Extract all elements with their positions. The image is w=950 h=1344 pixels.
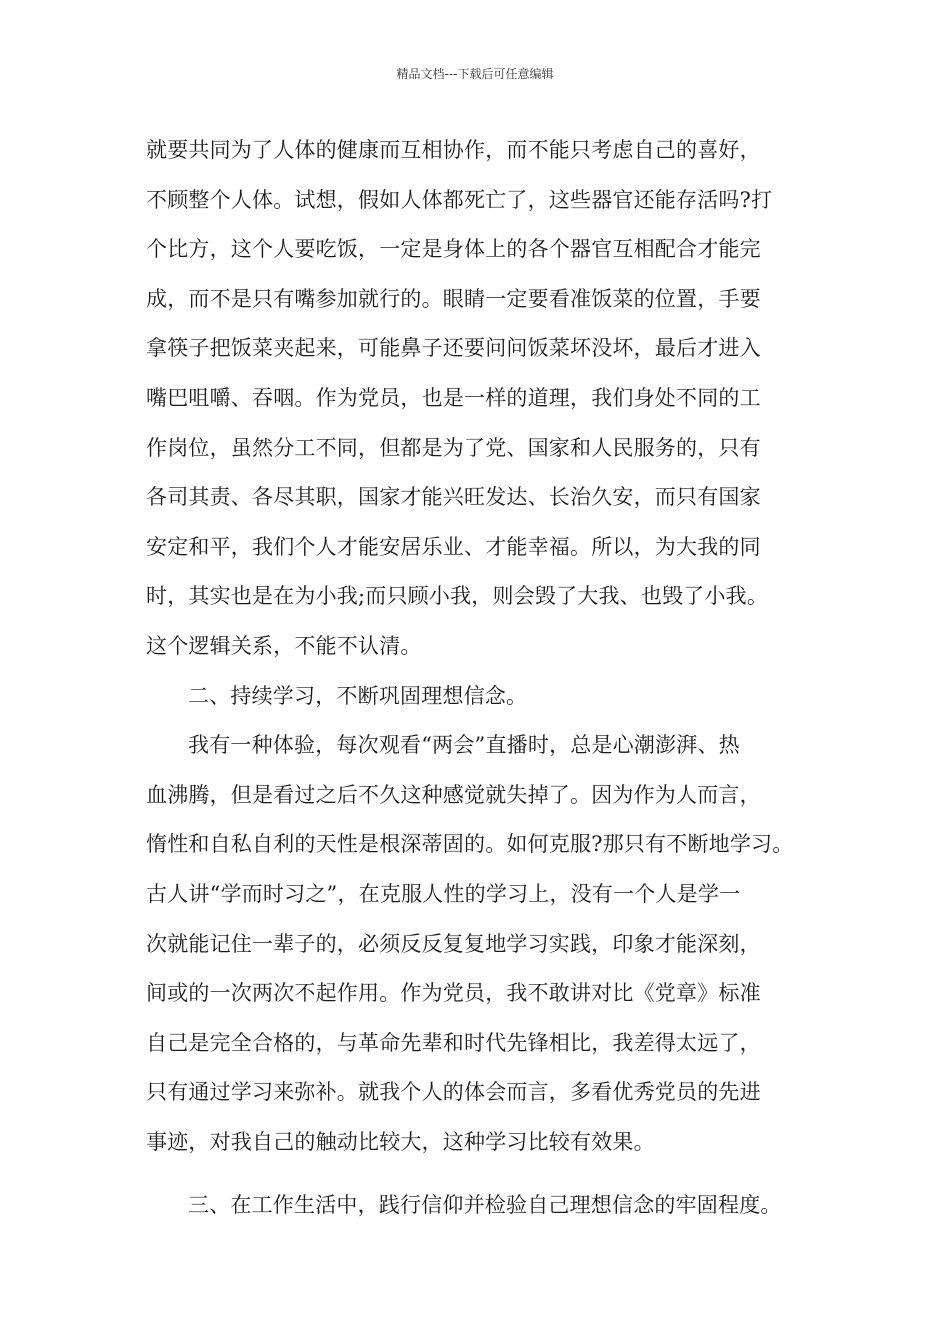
text-line: 我有一种体验，每次观看“两会”直播时，总是心潮澎湃、热 <box>188 733 740 758</box>
text-line: 血沸腾，但是看过之后不久这种感觉就失掉了。因为作为人而言， <box>146 782 761 807</box>
text-line: 嘴巴咀嚼、吞咽。作为党员，也是一样的道理，我们身处不同的工 <box>146 385 761 410</box>
text-line: 只有通过学习来弥补。就我个人的体会而言，多看优秀党员的先进 <box>146 1080 761 1105</box>
text-line: 个比方，这个人要吃饭，一定是身体上的各个器官互相配合才能完 <box>146 237 761 262</box>
text-line: 次就能记住一辈子的，必须反反复复地学习实践，印象才能深刻， <box>146 931 761 956</box>
text-line: 古人讲“学而时习之”，在克服人性的学习上，没有一个人是学一 <box>146 881 741 906</box>
heading-line: 三、在工作生活中，践行信仰并检验自己理想信念的牢固程度。 <box>188 1193 782 1218</box>
paragraph-1 <box>146 126 810 672</box>
text-line: 成，而不是只有嘴参加就行的。眼睛一定要看准饭菜的位置，手要 <box>146 286 761 311</box>
text-line: 各司其责、各尽其职，国家才能兴旺发达、长治久安，而只有国家 <box>146 485 761 510</box>
heading-line: 二、持续学习，不断巩固理想信念。 <box>188 683 528 708</box>
text-line: 这个逻辑关系，不能不认清。 <box>146 633 422 658</box>
text-line: 事迹，对我自己的触动比较大，这种学习比较有效果。 <box>146 1129 655 1154</box>
text-line: 就要共同为了人体的健康而互相协作，而不能只考虑自己的喜好， <box>146 138 761 162</box>
text-line: 不顾整个人体。试想，假如人体都死亡了，这些器官还能存活吗?打 <box>146 187 773 212</box>
text-line: 惰性和自私自利的天性是根深蒂固的。如何克服?那只有不断地学习。 <box>146 832 794 857</box>
text-line: 拿筷子把饭菜夹起来，可能鼻子还要问问饭菜坏没坏，最后才进入 <box>146 336 761 361</box>
text-line: 间或的一次两次不起作用。作为党员，我不敢讲对比《党章》标准 <box>146 981 761 1006</box>
text-line: 作岗位，虽然分工不同，但都是为了党、国家和人民服务的，只有 <box>146 435 761 460</box>
paragraph-2 <box>146 721 810 1167</box>
text-line: 时，其实也是在为小我;而只顾小我，则会毁了大我、也毁了小我。 <box>146 584 769 609</box>
section-heading-2 <box>146 672 810 722</box>
document-body <box>146 126 810 1231</box>
text-line: 安定和平，我们个人才能安居乐业、才能幸福。所以，为大我的同 <box>146 534 761 559</box>
text-line: 自己是完全合格的，与革命先辈和时代先锋相比，我差得太远了， <box>146 1030 761 1055</box>
section-heading-3 <box>146 1181 810 1231</box>
page-header: 精品文档---下载后可任意编辑 <box>396 67 554 81</box>
